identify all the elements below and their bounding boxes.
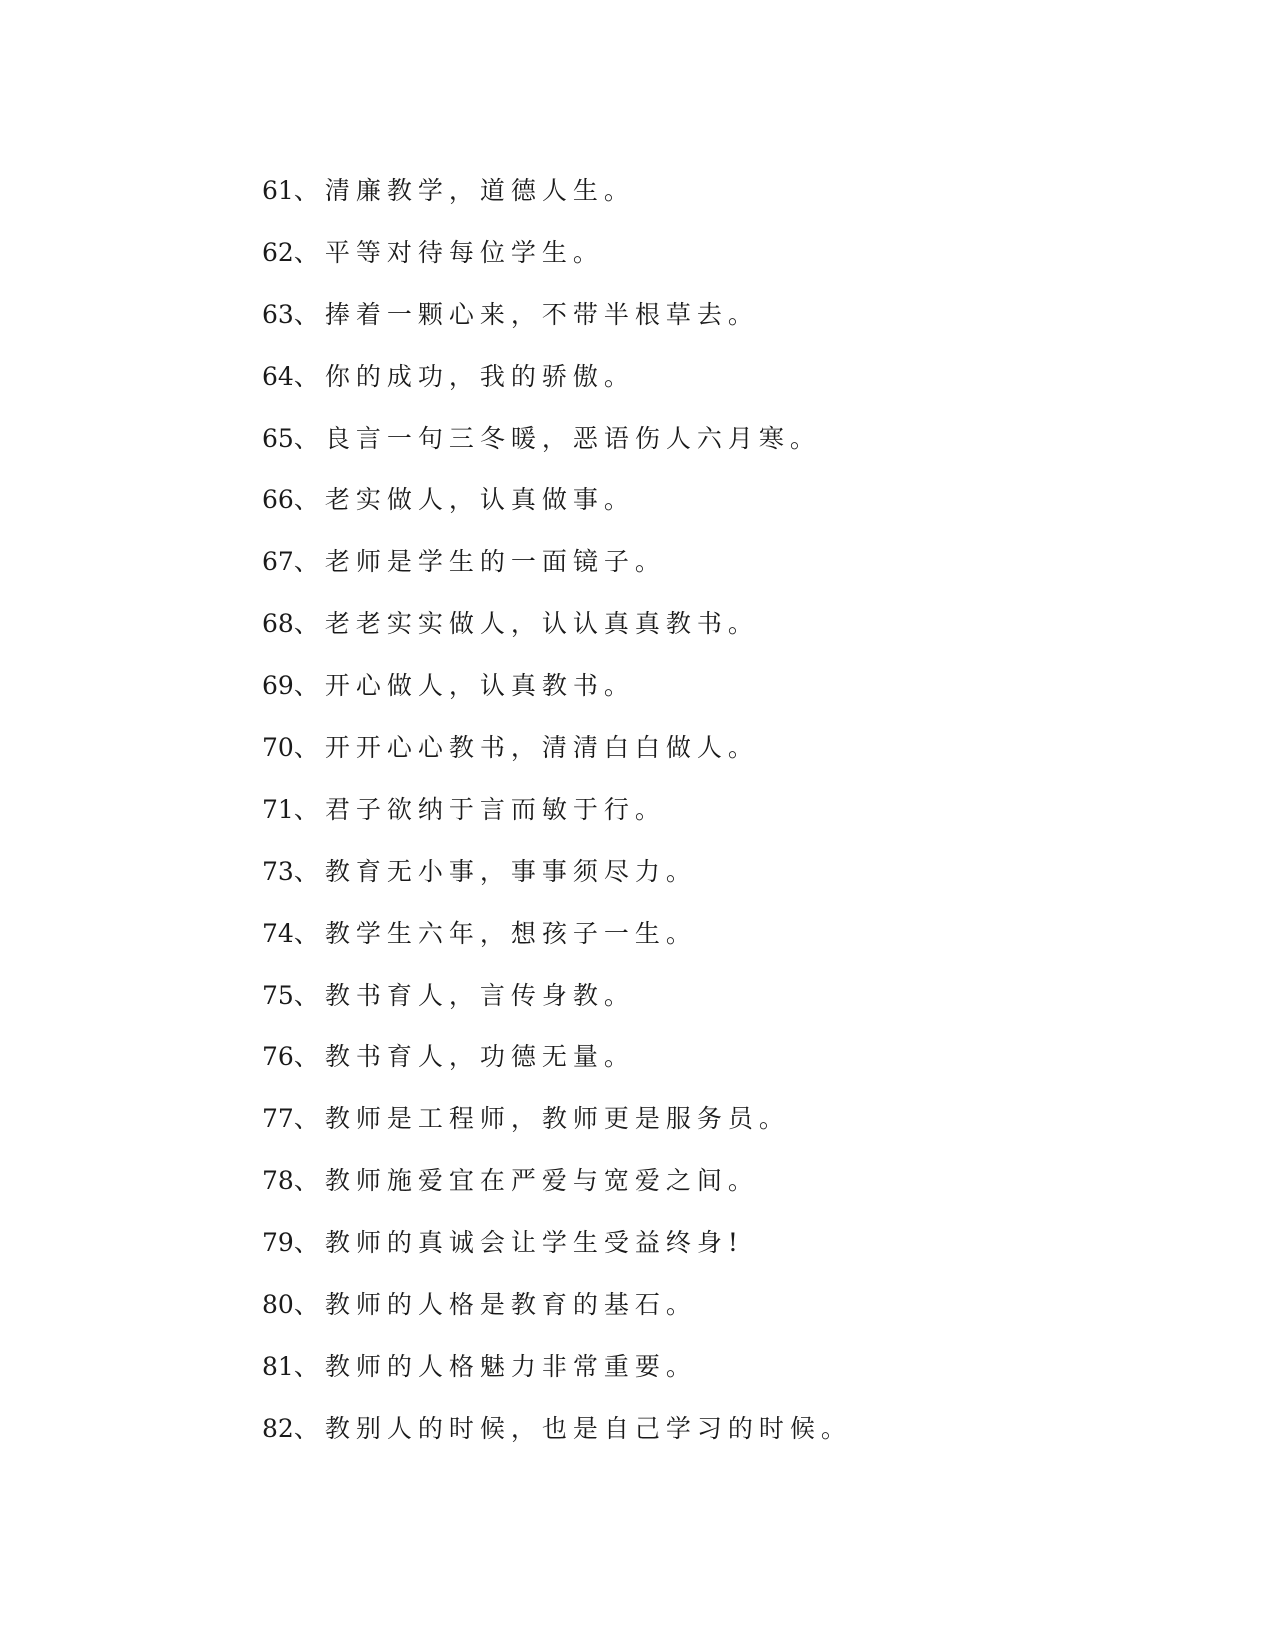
item-number: 67 xyxy=(262,547,294,577)
list-item xyxy=(262,1279,1162,1341)
item-text: 、教书育人，言传身教。 xyxy=(293,980,635,1010)
item-number: 81 xyxy=(262,1351,294,1381)
list-item xyxy=(262,1093,1162,1155)
item-number: 82 xyxy=(262,1413,294,1443)
list-item xyxy=(262,908,1162,970)
item-text: 、老老实实做人，认认真真教书。 xyxy=(293,609,759,639)
item-number: 68 xyxy=(262,609,294,639)
list-item xyxy=(262,784,1162,846)
item-number: 71 xyxy=(262,794,294,824)
list-item xyxy=(262,846,1162,908)
item-number: 78 xyxy=(262,1166,294,1196)
item-number: 66 xyxy=(262,485,294,515)
list-item xyxy=(262,598,1162,660)
item-text: 、老实做人，认真做事。 xyxy=(293,485,635,515)
list-item xyxy=(262,165,1162,227)
list-item xyxy=(262,1341,1162,1403)
list-item xyxy=(262,1403,1162,1465)
item-text: 、君子欲纳于言而敏于行。 xyxy=(293,794,666,824)
item-number: 70 xyxy=(262,733,294,763)
item-text: 、平等对待每位学生。 xyxy=(293,237,604,267)
item-text: 、开心做人，认真教书。 xyxy=(293,671,635,701)
item-number: 77 xyxy=(262,1104,294,1134)
item-number: 74 xyxy=(262,918,294,948)
item-text: 、捧着一颗心来，不带半根草去。 xyxy=(293,299,759,329)
item-number: 65 xyxy=(262,423,294,453)
item-text: 、教学生六年，想孩子一生。 xyxy=(293,918,697,948)
item-text: 、你的成功，我的骄傲。 xyxy=(293,361,635,391)
list-item xyxy=(262,1217,1162,1279)
item-number: 63 xyxy=(262,299,294,329)
list-item xyxy=(262,413,1162,475)
list-item xyxy=(262,289,1162,351)
item-text: 、教师的人格魅力非常重要。 xyxy=(293,1351,697,1381)
item-text: 、教书育人，功德无量。 xyxy=(293,1042,635,1072)
item-text: 、老师是学生的一面镜子。 xyxy=(293,547,666,577)
list-item xyxy=(262,227,1162,289)
item-text: 、教师施爱宜在严爱与宽爱之间。 xyxy=(293,1166,759,1196)
item-text: 、良言一句三冬暖，恶语伤人六月寒。 xyxy=(293,423,821,453)
list-item xyxy=(262,536,1162,598)
list-item xyxy=(262,722,1162,784)
item-text: 、教师的人格是教育的基石。 xyxy=(293,1290,697,1320)
item-text: 、教师是工程师，教师更是服务员。 xyxy=(293,1104,790,1134)
item-text: 、教育无小事，事事须尽力。 xyxy=(293,856,697,886)
list-item xyxy=(262,474,1162,536)
item-text: 、清廉教学，道德人生。 xyxy=(293,176,635,205)
item-number: 79 xyxy=(262,1228,294,1258)
item-number: 64 xyxy=(262,361,294,391)
item-number: 76 xyxy=(262,1042,294,1072)
list-item xyxy=(262,1155,1162,1217)
quote-list xyxy=(262,165,1162,1465)
list-item xyxy=(262,1031,1162,1093)
list-item xyxy=(262,351,1162,413)
item-text: 、教师的真诚会让学生受益终身! xyxy=(293,1228,744,1258)
item-number: 73 xyxy=(262,856,294,886)
item-number: 69 xyxy=(262,671,294,701)
item-text: 、教别人的时候，也是自己学习的时候。 xyxy=(293,1413,852,1443)
item-number: 62 xyxy=(262,237,294,267)
item-number: 61 xyxy=(262,176,294,205)
item-number: 80 xyxy=(262,1290,294,1320)
item-text: 、开开心心教书，清清白白做人。 xyxy=(293,733,759,763)
list-item xyxy=(262,660,1162,722)
item-number: 75 xyxy=(262,980,294,1010)
list-item xyxy=(262,970,1162,1032)
